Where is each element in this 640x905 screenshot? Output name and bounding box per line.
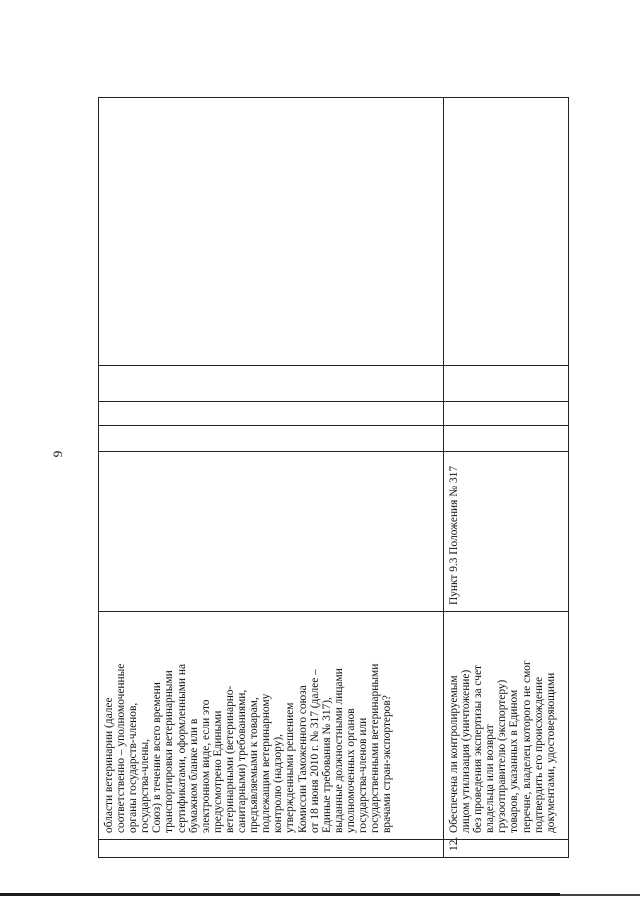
page-number: 9 (50, 450, 65, 458)
scan-bottom-edge-faint (560, 894, 640, 896)
answer-yes-cell (444, 426, 569, 452)
notes-cell (99, 98, 444, 366)
notes-cell (444, 98, 569, 366)
row-number-cell (99, 840, 444, 858)
answer-no-cell (99, 402, 444, 426)
table-row (444, 98, 569, 858)
question-cell: Обеспечена ли контролируемым лицом утилизация (уничтожение) без проведения экспертизы за счет владельца или возврат грузоотправителю (экспортеру) товаров, указанных в Едином перечне, владелец которого не смог подтвердить его происхождение документами, удостоверяющими (444, 612, 569, 840)
table-row (99, 98, 444, 858)
answer-no-cell (444, 402, 569, 426)
checklist-table-rotated (98, 98, 568, 858)
reference-cell: Пункт 9.3 Положения № 317 (444, 452, 569, 612)
not-applicable-cell (99, 366, 444, 402)
scan-bottom-edge (0, 893, 560, 896)
checklist-table (98, 97, 569, 858)
not-applicable-cell (444, 366, 569, 402)
answer-yes-cell (99, 426, 444, 452)
question-cell: области ветеринарии (далее соответственно – уполномоченные органы государств-членов, государства-члены, Союз) в течение всего времени транспортировки ветеринарными сертификатами, оформленными на бумажном бланке или в электронном виде, если это предусмотрено Едиными ветеринарными (ветеринарно- санитарными) требованиями, предъявляемыми к товарам, подлежащим ветеринарному контролю (надзору), утвержденными решением Комиссии Таможенного союза от 18 июня 2010 г. № 317 (далее – Единые требования № 317), выданные должностными лицами уполномоченных органов государства-членов или государственными ветеринарными врачами стран-экспортеров? (99, 612, 444, 840)
row-number-cell: 12. (444, 840, 569, 858)
reference-cell (99, 452, 444, 612)
